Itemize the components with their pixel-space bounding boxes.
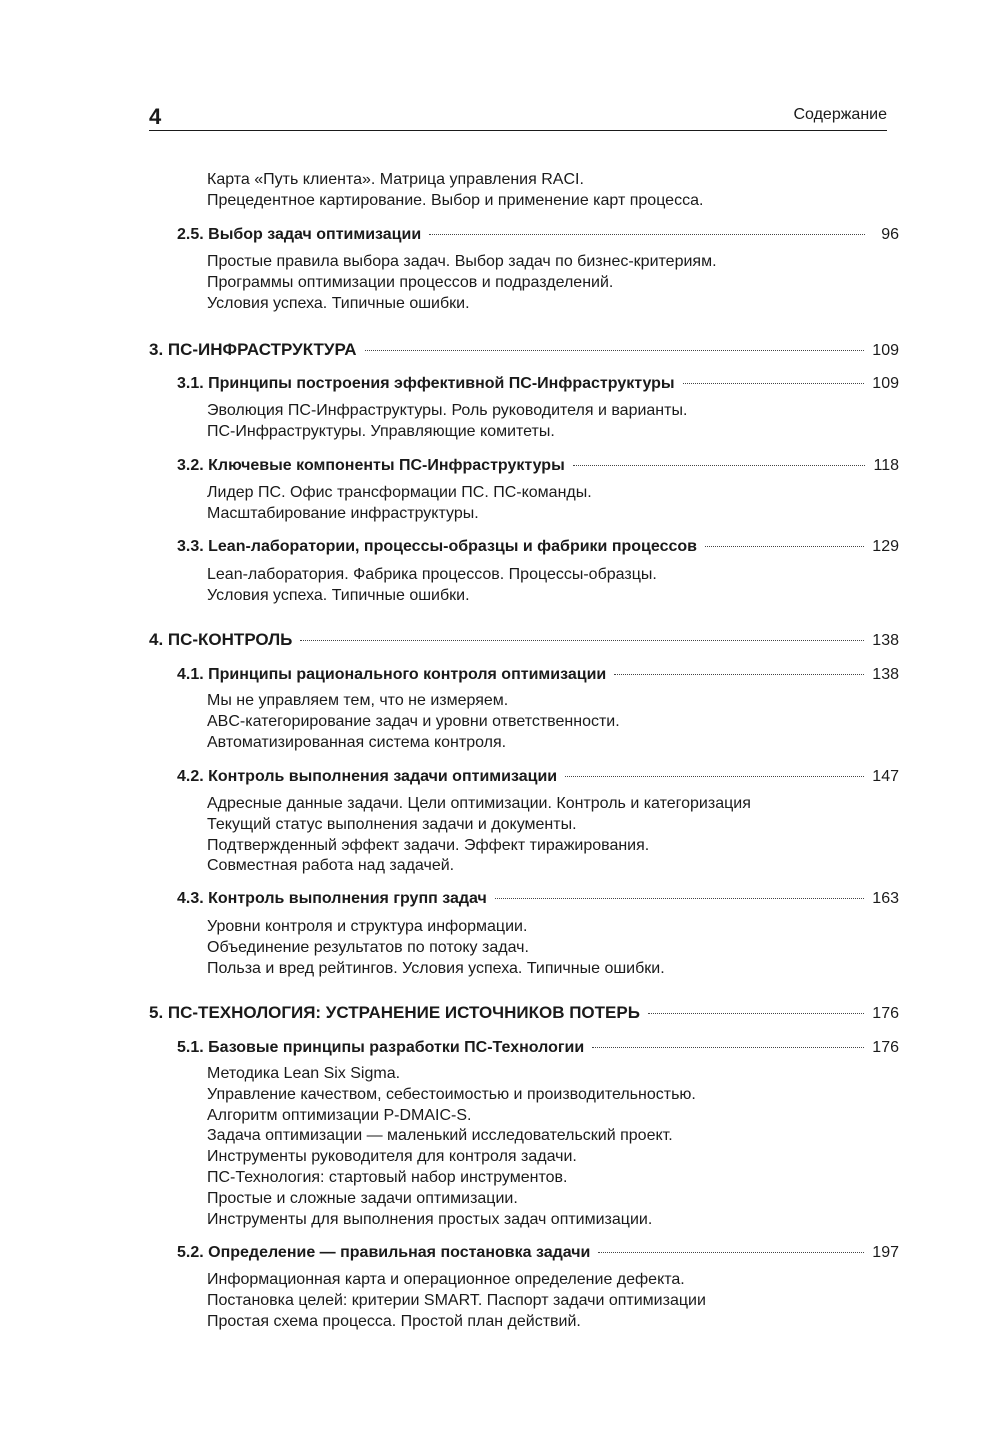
description-line: Польза и вред рейтингов. Условия успеха. Типичные ошибки. (207, 959, 665, 977)
entry-title: 2.5. Выбор задач оптимизации (177, 226, 422, 243)
toc-subsection-2-5[interactable] (177, 224, 899, 246)
entry-title: 4.3. Контроль выполнения групп задач (177, 890, 487, 907)
entry-page: 163 (872, 890, 899, 907)
toc-subsection-3-1[interactable] (177, 373, 899, 395)
description-line: Уровни контроля и структура информации. (207, 918, 528, 935)
description-line: Автоматизированная система контроля. (207, 733, 507, 751)
entry-title: 3.3. Lean-лаборатории, процессы-образцы и фабрики процессов (177, 538, 697, 555)
toc-section-5[interactable] (149, 1002, 899, 1025)
description-line: Программы оптимизации процессов и подразделений. (207, 273, 614, 291)
toc-subsection-5-2[interactable] (177, 1242, 899, 1264)
description-line: Карта «Путь клиента». Матрица управления RACI. (207, 171, 584, 188)
description-line: Текущий статус выполнения задачи и документы. (207, 815, 577, 833)
description-line: Lean-лаборатория. Фабрика процессов. Процессы-образцы. (207, 566, 657, 583)
entry-title: 5.1. Базовые принципы разработки ПС-Технологии (177, 1039, 585, 1056)
entry-page: 176 (872, 1039, 899, 1056)
toc-subsection-3-3[interactable] (177, 536, 899, 558)
description-line: Алгоритм оптимизации P-DMAIC-S. (207, 1106, 472, 1124)
entry-description (207, 170, 857, 212)
page-number: 4 (149, 104, 162, 129)
description-line: Масштабирование инфраструктуры. (207, 504, 479, 522)
entry-title: 4.2. Контроль выполнения задачи оптимизации (177, 768, 558, 785)
entry-page: 138 (872, 666, 899, 683)
description-line: Простые и сложные задачи оптимизации. (207, 1189, 518, 1207)
entry-description (207, 565, 857, 607)
toc-section-4[interactable] (149, 629, 899, 652)
entry-title: 4.1. Принципы рационального контроля оптимизации (177, 666, 607, 683)
description-line: Инструменты для выполнения простых задач оптимизации. (207, 1210, 653, 1228)
description-line: Совместная работа над задачей. (207, 857, 455, 875)
entry-title: 3.2. Ключевые компоненты ПС-Инфраструктуры (177, 457, 565, 474)
entry-page: 176 (872, 1005, 899, 1022)
entry-description (207, 401, 857, 443)
entry-page: 109 (872, 375, 899, 392)
dot-leader (495, 898, 865, 899)
entry-description (207, 252, 857, 314)
toc-section-3[interactable] (149, 339, 899, 362)
description-line: Простые правила выбора задач. Выбор задач по бизнес-критериям. (207, 253, 717, 270)
description-line: Подтвержденный эффект задачи. Эффект тиражирования. (207, 836, 650, 854)
description-line: Простая схема процесса. Простой план действий. (207, 1312, 581, 1330)
dot-leader (614, 674, 864, 675)
dot-leader (592, 1047, 864, 1048)
description-line: Эволюция ПС-Инфраструктуры. Роль руководителя и варианты. (207, 402, 688, 419)
entry-page: 96 (881, 226, 899, 243)
entry-page: 109 (872, 342, 899, 359)
dot-leader (705, 546, 864, 547)
description-line: Информационная карта и операционное определение дефекта. (207, 1271, 685, 1288)
description-line: Прецедентное картирование. Выбор и применение карт процесса. (207, 191, 704, 209)
entry-title: 5.2. Определение — правильная постановка задачи (177, 1244, 591, 1261)
description-line: Инструменты руководителя для контроля задачи. (207, 1148, 577, 1166)
description-line: Мы не управляем тем, что не измеряем. (207, 692, 509, 709)
entry-description (207, 691, 857, 753)
entry-title: 5. ПС-ТЕХНОЛОГИЯ: УСТРАНЕНИЕ ИСТОЧНИКОВ ПОТЕРЬ (149, 1003, 640, 1022)
toc-subsection-5-1[interactable] (177, 1037, 899, 1059)
entry-page: 118 (873, 457, 899, 474)
dot-leader (573, 465, 865, 466)
toc-subsection-4-2[interactable] (177, 766, 899, 788)
entry-description (207, 794, 857, 877)
dot-leader (683, 383, 865, 384)
description-line: ПС-Инфраструктуры. Управляющие комитеты. (207, 422, 555, 440)
description-line: ПС-Технология: стартовый набор инструментов. (207, 1168, 568, 1186)
description-line: Условия успеха. Типичные ошибки. (207, 586, 470, 604)
entry-description (207, 917, 857, 979)
entry-title: 3. ПС-ИНФРАСТРУКТУРА (149, 340, 357, 359)
entry-description (207, 1270, 857, 1332)
entry-description (207, 483, 857, 525)
dot-leader (565, 776, 864, 777)
entry-title: 3.1. Принципы построения эффективной ПС-Инфраструктуры (177, 375, 675, 392)
description-line: ABC-категорирование задач и уровни ответственности. (207, 712, 620, 730)
toc-subsection-3-2[interactable] (177, 455, 899, 477)
dot-leader (300, 640, 864, 641)
running-title: Содержание (793, 106, 887, 123)
entry-page: 197 (872, 1244, 899, 1261)
entry-description (207, 1064, 857, 1230)
header-rule (149, 130, 887, 131)
description-line: Управление качеством, себестоимостью и производительностью. (207, 1085, 696, 1103)
description-line: Условия успеха. Типичные ошибки. (207, 294, 470, 312)
description-line: Адресные данные задачи. Цели оптимизации. Контроль и категоризация (207, 795, 751, 812)
dot-leader (365, 350, 865, 351)
dot-leader (429, 234, 865, 235)
entry-page: 147 (872, 768, 899, 785)
description-line: Методика Lean Six Sigma. (207, 1065, 401, 1082)
dot-leader (648, 1013, 864, 1014)
toc-subsection-4-1[interactable] (177, 664, 899, 686)
entry-page: 129 (872, 538, 899, 555)
entry-page: 138 (872, 632, 899, 649)
description-line: Лидер ПС. Офис трансформации ПС. ПС-команды. (207, 484, 592, 501)
description-line: Объединение результатов по потоку задач. (207, 938, 529, 956)
toc-subsection-4-3[interactable] (177, 888, 899, 910)
description-line: Постановка целей: критерии SMART. Паспорт задачи оптимизации (207, 1291, 706, 1309)
description-line: Задача оптимизации — маленький исследовательский проект. (207, 1127, 673, 1145)
entry-title: 4. ПС-КОНТРОЛЬ (149, 630, 293, 649)
dot-leader (598, 1252, 864, 1253)
